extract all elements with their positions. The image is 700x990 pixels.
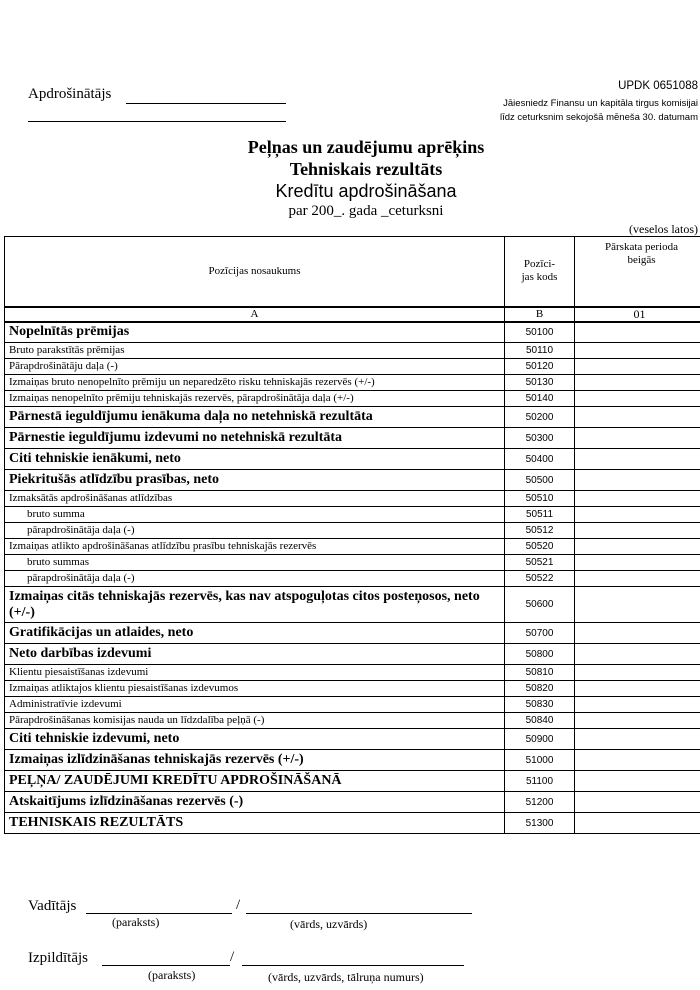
row-value-cell[interactable] [575,813,700,834]
row-code: 50840 [505,713,575,729]
row-label: Izmaiņas atliktajos klientu piesaistīšanas izdevumos [5,681,505,697]
subheader-a: A [5,307,505,322]
row-label: Izmaiņas atlikto apdrošināšanas atlīdzību prasību tehniskajās rezervēs [5,539,505,555]
insurer-label: Apdrošinātājs [28,86,112,102]
row-code: 50400 [505,449,575,470]
row-value-cell[interactable] [575,713,700,729]
row-code: 50820 [505,681,575,697]
table-row [5,523,700,539]
table-header-row [5,237,700,307]
row-label: Pārapdrošinātāju daļa (-) [5,359,505,375]
table-row [5,322,700,343]
report-period: par 200_. gada _ceturksni [288,203,444,219]
row-label: TEHNISKAIS REZULTĀTS [5,813,505,834]
row-label: Pārapdrošināšanas komisijas nauda un līdzdalība peļņā (-) [5,713,505,729]
table-row [5,623,700,644]
report-table [4,236,700,834]
table-row [5,343,700,359]
table-row [5,491,700,507]
row-value-cell[interactable] [575,428,700,449]
row-value-cell[interactable] [575,697,700,713]
table-row [5,813,700,834]
row-value-cell[interactable] [575,322,700,343]
col-header-code: Pozīci- jas kods [505,237,575,307]
row-value-cell[interactable] [575,470,700,491]
table-row [5,539,700,555]
insurer-name-line-2[interactable] [28,121,286,122]
table-row [5,697,700,713]
row-label: Atskaitījums izlīdzināšanas rezervēs (-) [5,792,505,813]
table-row [5,665,700,681]
row-code: 50110 [505,343,575,359]
row-label: Izmaiņas izlīdzināšanas tehniskajās rezervēs (+/-) [5,750,505,771]
row-label: Klientu piesaistīšanas izdevumi [5,665,505,681]
row-code: 50511 [505,507,575,523]
row-code: 50800 [505,644,575,665]
row-value-cell[interactable] [575,792,700,813]
table-row [5,713,700,729]
row-label: Nopelnītās prēmijas [5,322,505,343]
table-row [5,644,700,665]
row-value-cell[interactable] [575,449,700,470]
form-code: UPDK 0651088 [618,80,698,92]
executor-name-line[interactable] [242,965,464,966]
table-row [5,771,700,792]
row-code: 51200 [505,792,575,813]
table-row [5,507,700,523]
row-label: bruto summas [5,555,505,571]
row-code: 50830 [505,697,575,713]
manager-name-line[interactable] [246,913,472,914]
row-value-cell[interactable] [575,644,700,665]
executor-name-phone-hint: (vārds, uzvārds, tālruņa numurs) [268,970,424,984]
row-code: 50810 [505,665,575,681]
insurer-name-line[interactable] [126,103,286,104]
row-code: 50600 [505,587,575,623]
row-label: Bruto parakstītās prēmijas [5,343,505,359]
row-code: 50522 [505,571,575,587]
row-code: 50510 [505,491,575,507]
row-value-cell[interactable] [575,407,700,428]
row-value-cell[interactable] [575,587,700,623]
row-value-cell[interactable] [575,771,700,792]
executor-sign-hint: (paraksts) [148,968,196,982]
row-code: 50500 [505,470,575,491]
row-code: 50200 [505,407,575,428]
submission-note-2: līdz ceturksnim sekojošā mēneša 30. datumam [499,112,698,123]
table-row [5,359,700,375]
row-code: 51000 [505,750,575,771]
report-title: Peļņas un zaudējumu aprēķins [247,137,485,157]
row-value-cell[interactable] [575,681,700,697]
row-code: 51100 [505,771,575,792]
row-label: Neto darbības izdevumi [5,644,505,665]
subheader-b: B [505,307,575,322]
table-row [5,428,700,449]
report-insurance-class: Kredītu apdrošināšana [275,181,457,201]
row-code: 50512 [505,523,575,539]
row-value-cell[interactable] [575,391,700,407]
manager-slash: / [236,897,241,913]
executor-signature-line[interactable] [102,965,230,966]
row-label: Piekritušās atlīdzību prasības, neto [5,470,505,491]
row-code: 50130 [505,375,575,391]
col-header-period: Pārskata perioda beigās [575,237,700,307]
table-subheader-row [5,307,700,322]
executor-slash: / [230,949,235,965]
row-value-cell[interactable] [575,539,700,555]
row-label: PEĻŅA/ ZAUDĒJUMI KREDĪTU APDROŠINĀŠANĀ [5,771,505,792]
subheader-01: 01 [575,307,700,322]
table-row [5,407,700,428]
manager-signature-line[interactable] [86,913,232,914]
row-code: 50140 [505,391,575,407]
row-value-cell[interactable] [575,523,700,539]
manager-sign-hint: (paraksts) [112,915,160,929]
row-label: Izmaiņas nenopelnīto prēmiju tehniskajās rezervēs, pārapdrošinātāja daļa (+/-) [5,391,505,407]
row-label: Izmaiņas bruto nenopelnīto prēmiju un neparedzēto risku tehniskajās rezervēs (+/-) [5,375,505,391]
row-label: Pārnestā ieguldījumu ienākuma daļa no netehniskā rezultāta [5,407,505,428]
row-label: pārapdrošinātāja daļa (-) [5,523,505,539]
table-row [5,391,700,407]
row-value-cell[interactable] [575,571,700,587]
table-row [5,587,700,623]
row-value-cell[interactable] [575,623,700,644]
row-value-cell[interactable] [575,343,700,359]
manager-name-hint: (vārds, uzvārds) [290,917,368,931]
row-value-cell[interactable] [575,359,700,375]
manager-label: Vadītājs [28,898,77,914]
row-label: pārapdrošinātāja daļa (-) [5,571,505,587]
row-value-cell[interactable] [575,750,700,771]
table-row [5,681,700,697]
row-code: 50521 [505,555,575,571]
executor-label: Izpildītājs [28,950,88,966]
row-label: Administratīvie izdevumi [5,697,505,713]
table-row [5,729,700,750]
row-label: Gratifikācijas un atlaides, neto [5,623,505,644]
units-note: (veselos latos) [629,222,698,236]
table-row [5,555,700,571]
table-row [5,792,700,813]
row-label: Pārnestie ieguldījumu izdevumi no netehniskā rezultāta [5,428,505,449]
submission-note-1: Jāiesniedz Finansu un kapitāla tirgus komisijai [503,98,698,109]
row-code: 50700 [505,623,575,644]
table-row [5,470,700,491]
row-code: 50300 [505,428,575,449]
row-code: 50120 [505,359,575,375]
col-header-name: Pozīcijas nosaukums [5,237,505,307]
table-row [5,375,700,391]
row-value-cell[interactable] [575,507,700,523]
row-code: 50100 [505,322,575,343]
row-code: 50520 [505,539,575,555]
row-label: Izmaksātās apdrošināšanas atlīdzības [5,491,505,507]
row-label: Citi tehniskie izdevumi, neto [5,729,505,750]
row-label: Izmaiņas citās tehniskajās rezervēs, kas nav atspoguļotas citos posteņosos, neto (+/-) [5,587,505,623]
table-row [5,750,700,771]
row-label: bruto summa [5,507,505,523]
row-value-cell[interactable] [575,491,700,507]
table-row [5,449,700,470]
row-label: Citi tehniskie ienākumi, neto [5,449,505,470]
table-row [5,571,700,587]
row-code: 51300 [505,813,575,834]
row-code: 50900 [505,729,575,750]
row-value-cell[interactable] [575,555,700,571]
report-subtitle: Tehniskais rezultāts [289,159,443,179]
row-value-cell[interactable] [575,729,700,750]
row-value-cell[interactable] [575,375,700,391]
row-value-cell[interactable] [575,665,700,681]
